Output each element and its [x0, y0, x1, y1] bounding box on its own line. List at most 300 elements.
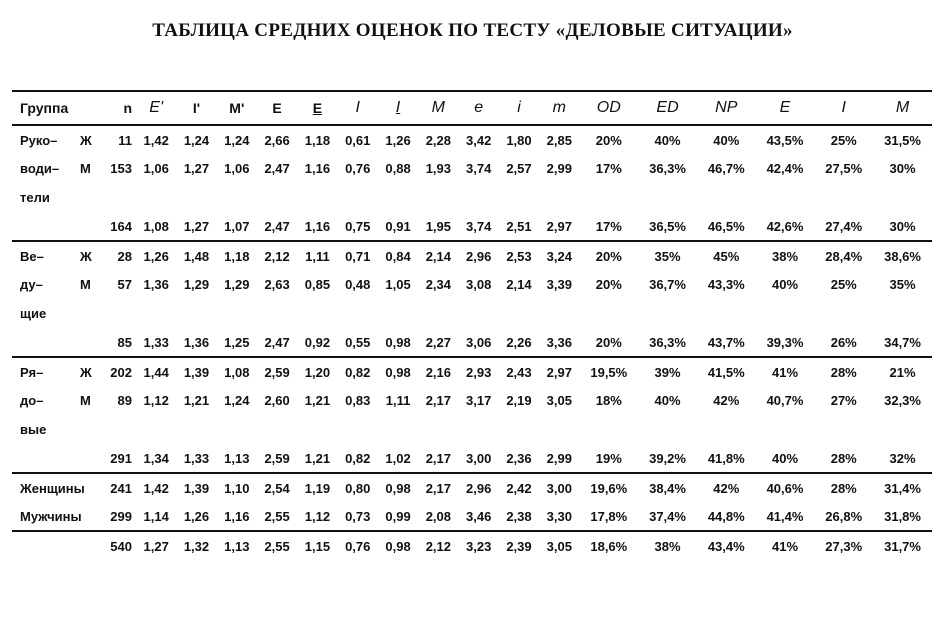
value-cell: 41,4%	[766, 508, 804, 524]
value-cell: 38,6%	[873, 241, 932, 270]
value-cell: 43,5%	[766, 132, 804, 148]
value-cell	[756, 299, 815, 328]
value-cell: 2,27	[425, 334, 451, 350]
value-cell: 3,23	[459, 531, 499, 560]
n-cell	[102, 299, 136, 328]
header-group: Группа	[12, 91, 102, 125]
value-cell: 3,42	[466, 132, 492, 148]
value-cell: 2,43	[499, 357, 539, 386]
value-cell	[176, 183, 216, 212]
value-cell: 36,3%	[649, 334, 686, 350]
value-cell: 1,27	[183, 218, 210, 234]
value-cell: 19,5%	[579, 357, 638, 386]
group-label	[12, 212, 80, 241]
value-cell: 2,63	[264, 277, 290, 292]
value-cell: 45%	[697, 241, 756, 270]
header-e-underlined: E	[297, 91, 337, 125]
table-row	[12, 183, 932, 212]
value-cell: 2,97	[539, 357, 579, 386]
value-cell: 28%	[814, 473, 873, 502]
group-label: Мужчины	[20, 508, 82, 524]
value-cell: 3,24	[539, 241, 579, 270]
value-cell	[176, 299, 216, 328]
value-cell: 0,83	[345, 393, 371, 408]
table-row	[12, 299, 932, 328]
group-label: ду–	[20, 277, 43, 292]
value-cell: 40%	[654, 393, 681, 408]
value-cell: 2,53	[499, 241, 539, 270]
value-cell: 1,24	[183, 132, 210, 148]
value-cell: 0,98	[378, 357, 418, 386]
sex-label	[80, 415, 102, 444]
header-i-lower: i	[499, 91, 539, 125]
value-cell: 40,6%	[756, 473, 815, 502]
value-cell	[873, 299, 932, 328]
value-cell: 31,7%	[873, 531, 932, 560]
n-cell: 291	[110, 450, 132, 466]
value-cell: 27,5%	[825, 161, 863, 176]
group-label	[12, 328, 80, 357]
value-cell	[579, 415, 638, 444]
value-cell: 2,55	[257, 531, 297, 560]
value-cell	[638, 299, 697, 328]
value-cell: 1,10	[217, 473, 257, 502]
value-cell: 1,33	[143, 334, 169, 350]
value-cell: 1,16	[224, 508, 250, 524]
value-cell: 1,42	[143, 132, 169, 148]
value-cell: 41%	[756, 357, 815, 386]
value-cell	[338, 183, 378, 212]
value-cell: 20%	[595, 132, 622, 148]
value-cell: 1,80	[506, 132, 532, 148]
value-cell: 41,5%	[697, 357, 756, 386]
value-cell: 38,4%	[638, 473, 697, 502]
value-cell: 41%	[756, 531, 815, 560]
n-cell: 85	[117, 334, 132, 350]
sex-label	[80, 183, 102, 212]
group-label: вые	[20, 422, 47, 437]
header-np: NP	[697, 91, 756, 125]
sex-label	[80, 328, 102, 357]
value-cell: 2,34	[425, 277, 451, 292]
n-cell: 202	[102, 357, 136, 386]
value-cell	[697, 183, 756, 212]
table-row	[12, 212, 932, 241]
scores-table	[12, 90, 932, 560]
header-m-pct: M	[873, 91, 932, 125]
group-label: щие	[20, 306, 47, 321]
value-cell: 1,19	[297, 473, 337, 502]
value-cell	[136, 299, 176, 328]
value-cell: 2,08	[425, 508, 451, 524]
value-cell	[418, 183, 458, 212]
group-label	[12, 531, 80, 560]
n-cell	[102, 183, 136, 212]
value-cell: 34,7%	[884, 334, 921, 350]
value-cell: 1,93	[425, 161, 451, 176]
value-cell: 0,82	[338, 357, 378, 386]
value-cell: 1,29	[183, 277, 210, 292]
value-cell: 25%	[830, 277, 857, 292]
value-cell: 32%	[889, 450, 916, 466]
value-cell	[814, 299, 873, 328]
header-n: n	[102, 91, 136, 125]
value-cell	[418, 299, 458, 328]
value-cell: 0,98	[378, 473, 418, 502]
value-cell: 42,4%	[766, 161, 804, 176]
value-cell	[579, 183, 638, 212]
value-cell: 30%	[889, 218, 916, 234]
value-cell: 0,76	[338, 531, 378, 560]
value-cell: 40%	[771, 277, 799, 292]
value-cell: 1,95	[425, 218, 451, 234]
value-cell: 1,08	[217, 357, 257, 386]
value-cell: 40%	[771, 450, 799, 466]
value-cell	[499, 183, 539, 212]
sex-label	[80, 299, 102, 328]
table-row	[12, 444, 932, 473]
value-cell: 30%	[889, 161, 916, 176]
group-label: Ря–	[12, 357, 80, 386]
value-cell: 1,06	[224, 161, 250, 176]
table-row	[12, 328, 932, 357]
value-cell: 0,88	[385, 161, 411, 176]
table-title: ТАБЛИЦА СРЕДНИХ ОЦЕНОК ПО ТЕСТУ «ДЕЛОВЫЕ СИТУАЦИИ»	[152, 20, 793, 41]
value-cell: 1,12	[304, 508, 331, 524]
group-label: Женщины	[12, 473, 102, 502]
value-cell: 3,08	[466, 277, 492, 292]
value-cell	[638, 183, 697, 212]
value-cell: 3,06	[466, 334, 492, 350]
sex-label: Ж	[80, 357, 102, 386]
group-label	[12, 444, 80, 473]
value-cell: 1,12	[143, 393, 169, 408]
header-i-prime: I'	[176, 91, 216, 125]
value-cell: 2,17	[425, 450, 451, 466]
value-cell	[378, 183, 418, 212]
sex-label	[80, 531, 102, 560]
value-cell	[539, 415, 579, 444]
value-cell	[756, 183, 815, 212]
value-cell: 1,21	[304, 393, 331, 408]
value-cell	[539, 183, 579, 212]
value-cell: 19%	[595, 450, 622, 466]
value-cell: 28%	[830, 450, 857, 466]
value-cell: 1,42	[136, 473, 176, 502]
group-label: Руко–	[20, 132, 58, 148]
value-cell: 2,42	[499, 473, 539, 502]
value-cell: 26%	[830, 334, 857, 350]
value-cell: 2,99	[546, 161, 572, 176]
value-cell: 0,55	[345, 334, 371, 350]
value-cell: 0,84	[378, 241, 418, 270]
value-cell: 38%	[638, 531, 697, 560]
value-cell: 1,26	[136, 241, 176, 270]
value-cell: 27,4%	[825, 218, 863, 234]
value-cell: 17,8%	[590, 508, 628, 524]
value-cell: 35%	[889, 277, 916, 292]
header-e-prime: E'	[136, 91, 176, 125]
value-cell: 39%	[638, 357, 697, 386]
value-cell	[257, 415, 297, 444]
value-cell: 44,8%	[707, 508, 745, 524]
sex-label	[80, 212, 102, 241]
table-row	[12, 357, 932, 386]
value-cell: 1,44	[136, 357, 176, 386]
value-cell: 39,3%	[766, 334, 804, 350]
value-cell: 1,48	[176, 241, 216, 270]
value-cell: 1,36	[143, 277, 169, 292]
value-cell: 2,12	[418, 531, 458, 560]
value-cell	[638, 415, 697, 444]
header-od: OD	[579, 91, 638, 125]
value-cell: 2,12	[257, 241, 297, 270]
value-cell: 2,51	[506, 218, 532, 234]
value-cell: 2,26	[506, 334, 532, 350]
value-cell: 2,93	[459, 357, 499, 386]
value-cell: 2,16	[418, 357, 458, 386]
header-m-prime: M'	[217, 91, 257, 125]
sex-label: М	[80, 393, 91, 408]
value-cell: 2,36	[506, 450, 532, 466]
value-cell: 1,24	[224, 393, 250, 408]
value-cell: 3,39	[546, 277, 572, 292]
value-cell: 1,20	[297, 357, 337, 386]
table-row	[12, 125, 932, 154]
header-e: E	[257, 91, 297, 125]
value-cell: 2,59	[264, 450, 290, 466]
value-cell: 36,3%	[649, 161, 686, 176]
value-cell: 36,5%	[649, 218, 686, 234]
value-cell: 46,5%	[707, 218, 745, 234]
value-cell	[459, 415, 499, 444]
value-cell: 1,21	[183, 393, 210, 408]
value-cell: 17%	[595, 218, 622, 234]
n-cell: 153	[110, 161, 132, 176]
sex-label: Ж	[80, 132, 92, 148]
value-cell: 2,85	[546, 132, 572, 148]
value-cell	[499, 299, 539, 328]
table-row	[12, 270, 932, 299]
value-cell: 0,73	[345, 508, 371, 524]
sex-label	[80, 444, 102, 473]
value-cell: 2,96	[459, 473, 499, 502]
value-cell: 0,80	[338, 473, 378, 502]
value-cell: 25%	[830, 132, 857, 148]
value-cell: 3,74	[466, 161, 492, 176]
header-m-italic: M	[418, 91, 458, 125]
value-cell	[297, 183, 337, 212]
header-i-underlined: I	[378, 91, 418, 125]
value-cell: 2,19	[506, 393, 532, 408]
value-cell: 2,39	[499, 531, 539, 560]
value-cell: 1,34	[143, 450, 169, 466]
value-cell: 0,98	[385, 334, 411, 350]
value-cell	[378, 299, 418, 328]
value-cell: 1,06	[143, 161, 169, 176]
value-cell: 1,39	[176, 357, 216, 386]
n-cell: 299	[110, 508, 132, 524]
value-cell: 0,98	[378, 531, 418, 560]
value-cell: 1,07	[224, 218, 250, 234]
table-body	[12, 125, 932, 560]
value-cell: 2,97	[546, 218, 572, 234]
value-cell: 1,36	[183, 334, 210, 350]
n-cell: 89	[117, 393, 132, 408]
value-cell: 35%	[638, 241, 697, 270]
value-cell: 2,17	[418, 473, 458, 502]
value-cell: 2,99	[546, 450, 572, 466]
value-cell: 1,13	[224, 450, 250, 466]
sex-label: Ж	[80, 241, 102, 270]
value-cell: 1,02	[385, 450, 411, 466]
value-cell: 42%	[713, 393, 740, 408]
value-cell: 41,8%	[707, 450, 745, 466]
header-row	[12, 91, 932, 125]
value-cell: 1,11	[297, 241, 337, 270]
value-cell	[217, 183, 257, 212]
value-cell	[257, 183, 297, 212]
value-cell: 3,36	[546, 334, 572, 350]
group-label: води–	[20, 161, 60, 176]
value-cell: 0,76	[345, 161, 371, 176]
table-row	[12, 415, 932, 444]
value-cell: 1,16	[304, 161, 331, 176]
value-cell	[756, 415, 815, 444]
value-cell: 1,16	[304, 218, 331, 234]
value-cell	[338, 415, 378, 444]
value-cell: 39,2%	[649, 450, 686, 466]
header-e-pct: E	[756, 91, 815, 125]
value-cell: 0,82	[345, 450, 371, 466]
value-cell: 0,75	[345, 218, 371, 234]
value-cell: 2,55	[264, 508, 290, 524]
n-cell	[102, 415, 136, 444]
value-cell	[378, 415, 418, 444]
value-cell: 2,66	[264, 132, 290, 148]
value-cell: 2,47	[264, 161, 290, 176]
value-cell: 0,99	[385, 508, 411, 524]
value-cell: 46,7%	[707, 161, 745, 176]
table-row	[12, 473, 932, 502]
n-cell: 164	[110, 218, 132, 234]
value-cell: 1,18	[304, 132, 331, 148]
n-cell: 241	[102, 473, 136, 502]
value-cell	[217, 299, 257, 328]
value-cell: 31,5%	[884, 132, 921, 148]
value-cell: 2,17	[425, 393, 451, 408]
value-cell: 0,91	[385, 218, 411, 234]
value-cell: 1,27	[136, 531, 176, 560]
value-cell: 20%	[595, 334, 622, 350]
value-cell	[459, 183, 499, 212]
value-cell: 40%	[654, 132, 681, 148]
value-cell: 18%	[595, 393, 622, 408]
value-cell	[697, 415, 756, 444]
table-row	[12, 502, 932, 531]
value-cell: 3,05	[539, 531, 579, 560]
value-cell: 1,33	[183, 450, 210, 466]
value-cell: 21%	[873, 357, 932, 386]
value-cell: 3,30	[546, 508, 572, 524]
value-cell	[499, 415, 539, 444]
value-cell: 1,27	[183, 161, 210, 176]
value-cell: 2,38	[506, 508, 532, 524]
n-cell: 11	[118, 132, 132, 148]
value-cell: 2,14	[418, 241, 458, 270]
table-row	[12, 154, 932, 183]
header-ed: ED	[638, 91, 697, 125]
value-cell	[873, 183, 932, 212]
value-cell: 1,26	[385, 132, 411, 148]
value-cell: 28,4%	[814, 241, 873, 270]
value-cell	[539, 299, 579, 328]
header-e-lower: e	[459, 91, 499, 125]
group-label: тели	[20, 190, 50, 205]
header-i-italic: I	[338, 91, 378, 125]
value-cell: 38%	[756, 241, 815, 270]
value-cell: 2,47	[264, 334, 290, 350]
value-cell: 3,46	[466, 508, 492, 524]
value-cell: 40,7%	[766, 393, 804, 408]
n-cell: 57	[117, 277, 132, 292]
value-cell: 3,00	[466, 450, 492, 466]
value-cell	[873, 415, 932, 444]
value-cell: 1,14	[143, 508, 169, 524]
value-cell: 0,85	[304, 277, 331, 292]
value-cell: 31,8%	[884, 508, 921, 524]
value-cell: 27,3%	[814, 531, 873, 560]
n-cell: 540	[102, 531, 136, 560]
value-cell	[136, 415, 176, 444]
value-cell: 37,4%	[649, 508, 686, 524]
value-cell: 0,61	[345, 132, 371, 148]
group-label: до–	[20, 393, 44, 408]
sex-label: М	[80, 277, 91, 292]
value-cell: 19,6%	[579, 473, 638, 502]
value-cell: 31,4%	[873, 473, 932, 502]
value-cell	[459, 299, 499, 328]
table-row	[12, 531, 932, 560]
value-cell: 43,4%	[697, 531, 756, 560]
value-cell: 28%	[814, 357, 873, 386]
value-cell: 1,32	[176, 531, 216, 560]
value-cell: 42%	[697, 473, 756, 502]
value-cell: 1,05	[385, 277, 411, 292]
value-cell: 32,3%	[884, 393, 921, 408]
value-cell: 2,96	[459, 241, 499, 270]
value-cell: 3,74	[466, 218, 492, 234]
header-i-pct: I	[814, 91, 873, 125]
value-cell: 26,8%	[825, 508, 863, 524]
value-cell: 1,26	[183, 508, 210, 524]
value-cell: 1,18	[217, 241, 257, 270]
value-cell	[814, 183, 873, 212]
value-cell	[297, 415, 337, 444]
value-cell	[338, 299, 378, 328]
value-cell: 42,6%	[766, 218, 804, 234]
header-m-lower: m	[539, 91, 579, 125]
value-cell	[697, 299, 756, 328]
value-cell: 43,3%	[707, 277, 745, 292]
value-cell: 2,60	[264, 393, 290, 408]
value-cell: 1,39	[176, 473, 216, 502]
value-cell: 36,7%	[649, 277, 686, 292]
value-cell: 1,13	[217, 531, 257, 560]
value-cell	[136, 183, 176, 212]
value-cell: 18,6%	[579, 531, 638, 560]
value-cell: 17%	[595, 161, 622, 176]
